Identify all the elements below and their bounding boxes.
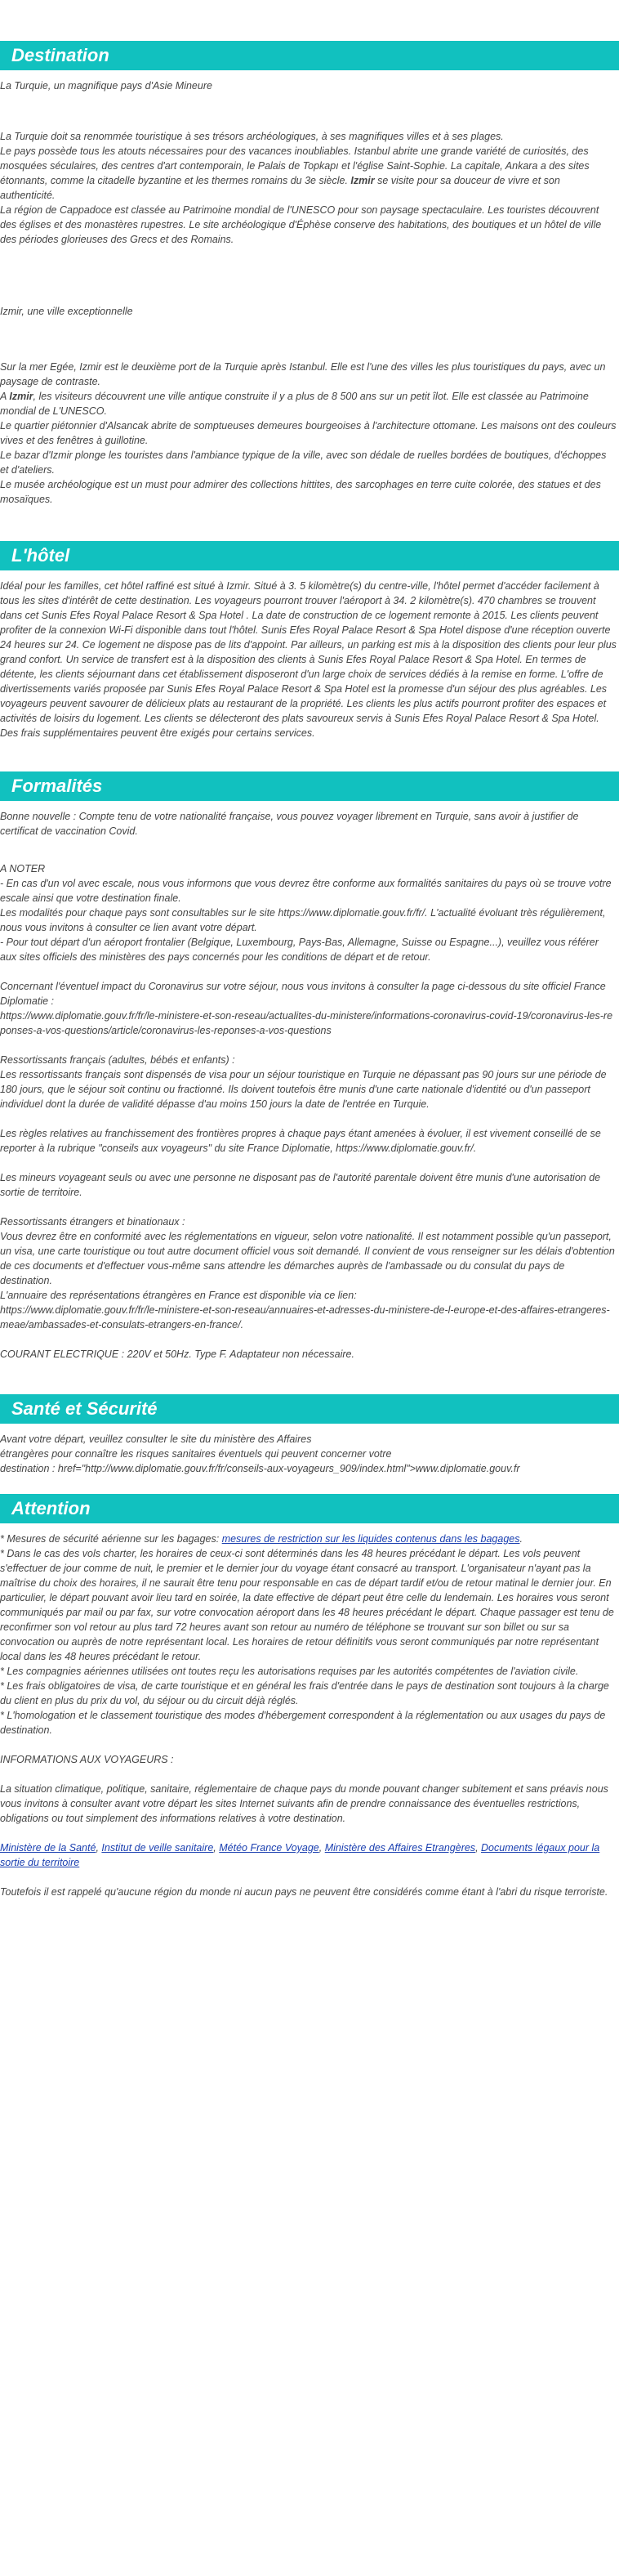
hotel-description: Idéal pour les familles, cet hôtel raffiné est situé à Izmir. Situé à 3. 5 kilomètre(s) du centre-ville, l'hôtel permet d'accéder facilement à tous les sites d'intérêt de cette destination. Les voyageurs pourront trouver l'aéroport à 34. 2 kilomètre(s). 470 chambres se trouvent dans cet Sunis Efes Royal Palace Resort & Spa Hotel . La date de construction de ce logement remonte à 2015. Les clients peuvent profiter de la connexion Wi-Fi disponible dans tout l'hôtel. Sunis Efes Royal Palace Resort & Spa Hotel dispose d'une réception ouverte 24 heures sur 24. Ce logement ne dispose pas de lits d'appoint. Par ailleurs, un parking est mis à la disposition des clients pour leur plus grand confort. Un service de transfert est à la disposition des clients à Sunis Efes Royal Palace Resort & Spa Hotel. En termes de détente, les clients séjournant dans cet établissement disposeront d'un large choix de services dédiés à la remise en forme. L'offre de divertissements variés proposée par Sunis Efes Royal Palace Resort & Spa Hotel est la promesse d'un séjour des plus agréables. Les voyageurs peuvent savourer de délicieux plats au restaurant de la propriété. Les clients les plus actifs pourront profiter des espaces et activités de loisirs du logement. Les clients se délecteront des plats savoureux servis à Sunis Efes Royal Palace Resort & Spa Hotel. Des frais supplémentaires peuvent être exigés pour certains services. bbox=[0, 580, 617, 739]
sante-line-3: destination : href="http://www.diplomatie.gouv.fr/fr/conseils-aux-voyageurs_909/index.html">www.diplomatie.gouv.fr bbox=[0, 1463, 520, 1474]
official-links: Ministère de la Santé, Institut de veille sanitaire, Météo France Voyage, Ministère des Affaires Etrangères, Documents légaux pour la sortie du territoire bbox=[0, 1842, 600, 1868]
section-destination-title: Destination bbox=[0, 41, 619, 70]
attention-bullet-4: * Les frais obligatoires de visa, de carte touristique et en général les frais d'entrée dans le pays de destination sont toujours à la charge du client en plus du prix du vol, du séjour ou du circuit déjà réglés. bbox=[0, 1680, 609, 1706]
destination-intro-1: La Turquie doit sa renommée touristique à ses trésors archéologiques, à ses magnifiques villes et à ses plages. bbox=[0, 131, 504, 142]
formalites-note-title: A NOTER bbox=[0, 863, 46, 874]
formalites-note-3: - Pour tout départ d'un aéroport frontalier (Belgique, Luxembourg, Pays-Bas, Allemagne, Suisse ou Espagne...), veuillez vous référer aux sites officiels des ministères des pays concernés pour les conditions de départ et de retour. bbox=[0, 937, 599, 963]
formalites-rules: Les règles relatives au franchissement des frontières propres à chaque pays étant amenées à évoluer, il est vivement conseillé de se reporter à la rubrique "conseils aux voyageurs" du site France Diplomatie, https://www.diplomatie.gouv.fr/. bbox=[0, 1128, 601, 1154]
formalites-electric: COURANT ELECTRIQUE : 220V et 50Hz. Type F. Adaptateur non nécessaire. bbox=[0, 1348, 354, 1360]
destination-intro-2 bbox=[0, 144, 617, 203]
destination-intro-2b: se visite pour sa douceur de vivre et son authenticité. bbox=[0, 175, 560, 201]
section-formalites-title: Formalités bbox=[0, 771, 619, 801]
formalites-note-1: - En cas d'un vol avec escale, nous vous informons que vous devrez être conforme aux formalités sanitaires du pays où se trouve votre escale ainsi que votre destination finale. bbox=[0, 878, 612, 904]
section-attention-title: Attention bbox=[0, 1494, 619, 1523]
section-hotel-title: L'hôtel bbox=[0, 541, 619, 570]
section-sante-title: Santé et Sécurité bbox=[0, 1394, 619, 1424]
formalites-content bbox=[0, 801, 619, 1362]
izmir-p2-bold: Izmir bbox=[9, 391, 33, 402]
attention-bullet-3: * Les compagnies aériennes utilisées ont toutes reçu les autorisations requises par les autorités compétentes de l'aviation civile. bbox=[0, 1666, 579, 1677]
link-documents-legaux[interactable]: Documents légaux pour la sortie du territoire bbox=[0, 1842, 600, 1868]
info-voyageurs-title: INFORMATIONS AUX VOYAGEURS : bbox=[0, 1754, 174, 1765]
formalites-minors: Les mineurs voyageant seuls ou avec une personne ne disposant pas de l'autorité parentale doivent être munis d'une autorisation de sortie de territoire. bbox=[0, 1172, 601, 1198]
formalites-note-2: Les modalités pour chaque pays sont consultables sur le site https://www.diplomatie.gouv.fr/fr/. L'actualité évoluant très régulièrement, nous vous invitons à consulter ce lien avant votre départ. bbox=[0, 907, 606, 933]
formalites-foreign-url: https://www.diplomatie.gouv.fr/fr/le-ministere-et-son-reseau/annuaires-et-adresses-du-ministere-de-l-europe-et-des-affaires-etrangeres-meae/ambassades-et-consulats-etrangers-en-france/. bbox=[0, 1304, 610, 1330]
izmir-p3: Le quartier piétonnier d'Alsancak abrite de somptueuses demeures bourgeoises à l'architecture ottomane. Les maisons ont des couleurs vives et des fenêtres à guillotine. bbox=[0, 420, 617, 446]
izmir-p2-b: , les visiteurs découvrent une ville antique construite il y a plus de 8 500 ans sur un petit îlot. Elle est classée au Patrimoine mondial de L'UNESCO. bbox=[0, 391, 589, 417]
sante-line-1: Avant votre départ, veuillez consulter le site du ministère des Affaires bbox=[0, 1433, 312, 1445]
attention-bullet-5: * L'homologation et le classement touristique des modes d'hébergement correspondent à la réglementation ou aux usages du pays de destination. bbox=[0, 1710, 606, 1736]
hotel-content bbox=[0, 570, 619, 740]
formalites-foreign-dir: L'annuaire des représentations étrangères en France est disponible via ce lien: bbox=[0, 1290, 357, 1301]
formalites-fr-title: Ressortissants français (adultes, bébés et enfants) : bbox=[0, 1054, 235, 1066]
info-voyageurs-text: La situation climatique, politique, sanitaire, réglementaire de chaque pays du monde pouvant changer subitement et sans préavis nous vous invitons à consulter avant votre départ les sites Internet suivants afin de prendre connaissance des éventuelles restrictions, obligations ou tout simplement des informations relatives à votre destination. bbox=[0, 1783, 608, 1824]
destination-tagline: La Turquie, un magnifique pays d'Asie Mineure bbox=[0, 80, 212, 92]
formalites-covid-url: https://www.diplomatie.gouv.fr/fr/le-ministere-et-son-reseau/actualites-du-ministere/informations-coronavirus-covid-19/coronavirus-les-reponses-a-vos-questions/article/coronavirus-les-reponses-a-vos-questions bbox=[0, 1010, 613, 1036]
sante-content bbox=[0, 1424, 619, 1476]
izmir-p5: Le musée archéologique est un must pour admirer des collections hittites, des sarcophages en terre cuite colorée, des statues et des mosaïques. bbox=[0, 479, 601, 505]
izmir-p4: Le bazar d'Izmir plonge les touristes dans l'ambiance typique de la ville, avec son dédale de ruelles bordées de boutiques, d'échoppes et d'ateliers. bbox=[0, 449, 607, 476]
formalites-intro: Bonne nouvelle : Compte tenu de votre nationalité française, vous pouvez voyager librement en Turquie, sans avoir à justifier de certificat de vaccination Covid. bbox=[0, 811, 579, 837]
attention-bullet-2: * Dans le cas des vols charter, les horaires de ceux-ci sont déterminés dans les 48 heures précédant le départ. Les vols peuvent s'effectuer de jour comme de nuit, le premier et le dernier jour du voyage étant consacré au transport. L'organisateur n'ayant pas la maîtrise du choix des horaires, il ne saurait être tenu pour responsable en cas de départ tardif et/ou de retour matinal le dernier jour. En particulier, le départ pouvant avoir lieu tard en soirée, la date effective de départ peut être celle du lendemain. Les horaires vous seront communiqués par mail ou par fax, sur votre convocation aéroport dans les 48 heures précédant le départ. Chaque passager est tenu de reconfirmer son vol retour au plus tard 72 heures avant son retour au numéro de téléphone se trouvant sur son billet ou sur sa convocation ou auprès de notre représentant local. Les horaires de retour définitifs vous seront communiqués par notre représentant local dans les 48 heures précédant le retour. bbox=[0, 1548, 614, 1662]
izmir-p1: Sur la mer Egée, Izmir est le deuxième port de la Turquie après Istanbul. Elle est l'une des villes les plus touristiques du pays, avec un paysage de contraste. bbox=[0, 361, 606, 387]
attention-footer: Toutefois il est rappelé qu'aucune région du monde ni aucun pays ne peuvent être considérés comme étant à l'abri du risque terroriste. bbox=[0, 1886, 608, 1898]
attention-content bbox=[0, 1523, 619, 1899]
destination-intro-bold: Izmir bbox=[350, 175, 375, 186]
liquids-restriction-link[interactable]: mesures de restriction sur les liquides contenus dans les bagages bbox=[221, 1533, 520, 1545]
sante-line-2: étrangères pour connaître les risques sanitaires éventuels qui peuvent concerner votre bbox=[0, 1448, 392, 1460]
attention-bullet-1-text: * Mesures de sécurité aérienne sur les bagages: bbox=[0, 1533, 222, 1545]
destination-intro-2-text: Le pays possède tous les atouts nécessaires pour des vacances inoubliables. Istanbul abrite une grande variété de curiosités, des mosquées séculaires, des centres d'art contemporain, le Palais de Topkapı et l'église Saint-Sophie. La capitale, Ankara a des sites étonnants, comme la citadelle byzantine et les thermes romains du 3e siècle. bbox=[0, 145, 590, 186]
formalites-fr-text: Les ressortissants français sont dispensés de visa pour un séjour touristique en Turquie ne dépassant pas 90 jours sur une période de 180 jours, que le séjour soit continu ou fractionné. Ils doivent toutefois être munis d'une carte nationale d'identité ou d'un passeport individuel dont la durée de validité dépasse d'au moins 150 jours la date de l'entrée en Turquie. bbox=[0, 1069, 607, 1110]
izmir-title: Izmir, une ville exceptionnelle bbox=[0, 306, 133, 317]
link-veille-sanitaire[interactable]: Institut de veille sanitaire bbox=[101, 1842, 214, 1854]
link-ministere-sante[interactable]: Ministère de la Santé bbox=[0, 1842, 96, 1854]
formalites-covid: Concernant l'éventuel impact du Coronavirus sur votre séjour, nous vous invitons à consulter la page ci-dessous du site officiel France Diplomatie : bbox=[0, 981, 606, 1007]
link-affaires-etrangeres[interactable]: Ministère des Affaires Etrangères bbox=[324, 1842, 476, 1854]
attention-bullet-1-end: . bbox=[519, 1533, 523, 1545]
formalites-foreign-text: Vous devrez être en conformité avec les réglementations en vigueur, selon votre nationalité. Il est notamment possible qu'un passeport, un visa, une carte touristique ou tout autre document officiel vous soit demandé. Il convient de vous renseigner sur les délais d'obtention de ces documents et d'effectuer vous-même sans attendre les démarches auprès de l'ambassade ou du consulat du pays de destination. bbox=[0, 1231, 615, 1286]
destination-content bbox=[0, 70, 619, 507]
attention-bullet-1 bbox=[0, 1532, 617, 1546]
formalites-foreign-title: Ressortissants étrangers et binationaux : bbox=[0, 1216, 185, 1228]
izmir-p2 bbox=[0, 389, 617, 418]
link-meteo-france[interactable]: Météo France Voyage bbox=[219, 1842, 319, 1854]
destination-intro-3: La région de Cappadoce est classée au Patrimoine mondial de l'UNESCO pour son paysage spectaculaire. Les touristes découvrent des églises et des monastères rupestres. Le site archéologique d'Éphèse conserve des habitations, des boutiques et un hôtel de ville des périodes glorieuses des Grecs et des Romains. bbox=[0, 204, 602, 245]
izmir-p2-a: A bbox=[0, 391, 10, 402]
